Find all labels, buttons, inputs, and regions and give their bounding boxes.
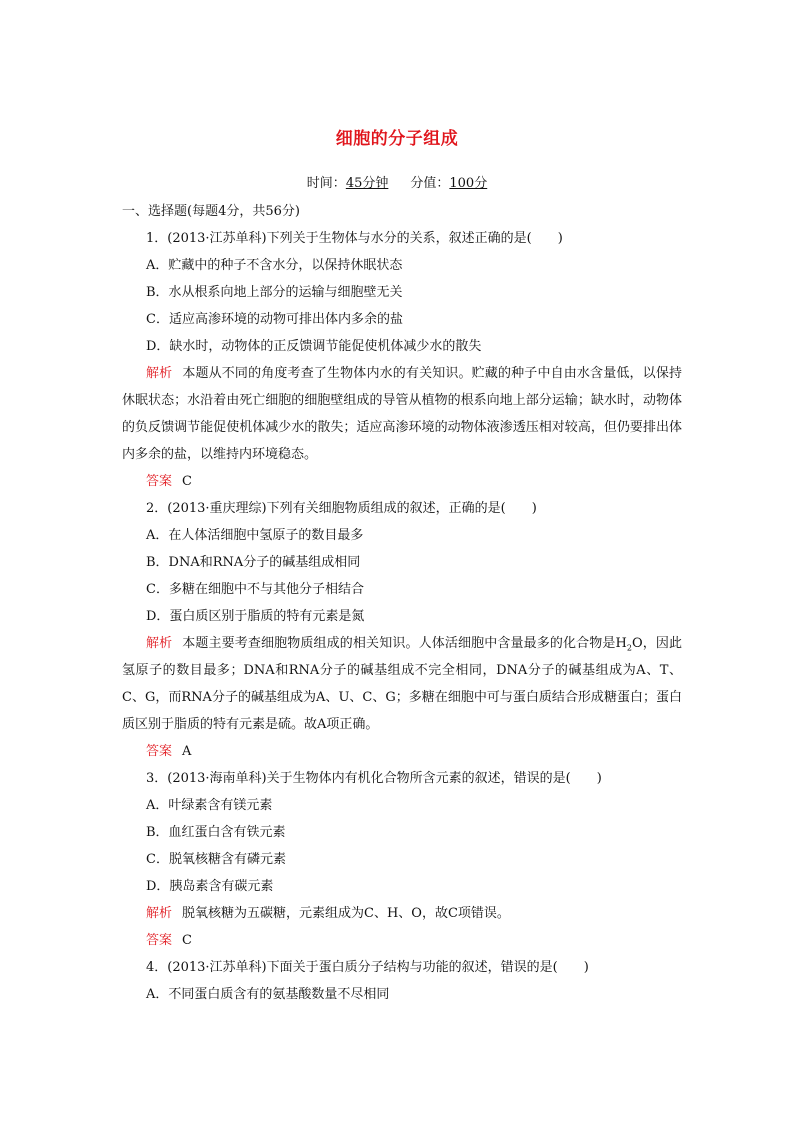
- analysis-label: 解析: [146, 366, 173, 381]
- analysis-paragraph: [122, 360, 682, 468]
- exam-meta: [0, 172, 794, 191]
- time-value: 45分钟: [345, 176, 389, 191]
- answer-line: [122, 738, 682, 765]
- analysis-text: O，因此氢原子的数目最多；DNA和RNA分子的碱基组成不完全相同，DNA分子的碱基组成为A、T、C、G，而RNA分子的碱基组成为A、U、C、G；多糖在细胞中可与蛋白质结合形成糖蛋白；蛋白质区别于脂质的特有元素是硫。故A项正确。: [122, 636, 682, 732]
- question-stem: 4．(2013·江苏单科)下面关于蛋白质分子结构与功能的叙述，错误的是( ): [146, 960, 589, 975]
- answer-value: C: [182, 474, 192, 489]
- option: D．缺水时，动物体的正反馈调节能促使机体减少水的散失: [146, 339, 482, 354]
- option: A．不同蛋白质含有的氨基酸数量不尽相同: [146, 987, 390, 1002]
- analysis-label: 解析: [146, 636, 173, 651]
- analysis-paragraph: [122, 630, 682, 738]
- option: C．适应高渗环境的动物可排出体内多余的盐: [146, 312, 403, 327]
- option: A．在人体活细胞中氢原子的数目最多: [146, 528, 364, 543]
- answer-value: A: [182, 744, 192, 759]
- option: C．多糖在细胞中不与其他分子相结合: [146, 582, 364, 597]
- score-value: 100分: [449, 176, 488, 191]
- answer-value: C: [182, 933, 192, 948]
- analysis-text: 本题从不同的角度考查了生物体内水的有关知识。贮藏的种子中自由水含量低，以保持休眠状态；水沿着由死亡细胞的细胞壁组成的导管从植物的根系向地上部分运输；缺水时，动物体的负反馈调节能促使机体减少水的散失；适应高渗环境的动物体液渗透压相对较高，但仍要排出体内多余的盐，以维持内环境稳态。: [122, 366, 682, 462]
- question-stem: 3．(2013·海南单科)关于生物体内有机化合物所含元素的叙述，错误的是( ): [146, 771, 602, 786]
- option: B．DNA和RNA分子的碱基组成相同: [146, 555, 361, 570]
- option: B．血红蛋白含有铁元素: [146, 825, 286, 840]
- option: A．叶绿素含有镁元素: [146, 798, 273, 813]
- option: B．水从根系向地上部分的运输与细胞壁无关: [146, 285, 403, 300]
- score-label: 分值：: [410, 176, 450, 191]
- analysis-text: 本题主要考查细胞物质组成的相关知识。人体活细胞中含量最多的化合物是H: [182, 636, 627, 651]
- answer-line: [122, 927, 682, 954]
- section-heading: 一、选择题(每题4分，共56分): [122, 204, 300, 219]
- answer-label: 答案: [146, 744, 173, 759]
- answer-line: [122, 468, 682, 495]
- answer-label: 答案: [146, 933, 173, 948]
- option: C．脱氧核糖含有磷元素: [146, 852, 286, 867]
- question-stem: 2．(2013·重庆理综)下列有关细胞物质组成的叙述，正确的是( ): [146, 501, 537, 516]
- page-title: 细胞的分子组成: [335, 129, 459, 149]
- question-list: [122, 198, 682, 1008]
- option: D．蛋白质区别于脂质的特有元素是氮: [146, 609, 365, 624]
- analysis-paragraph: [122, 900, 682, 927]
- analysis-text: 脱氧核糖为五碳糖，元素组成为C、H、O，故C项错误。: [182, 906, 510, 921]
- answer-label: 答案: [146, 474, 173, 489]
- question-stem: 1．(2013·江苏单科)下列关于生物体与水分的关系，叙述正确的是( ): [146, 231, 563, 246]
- option: A．贮藏中的种子不含水分，以保持休眠状态: [146, 258, 403, 273]
- option: D．胰岛素含有碳元素: [146, 879, 274, 894]
- analysis-label: 解析: [146, 906, 173, 921]
- time-label: 时间：: [306, 176, 346, 191]
- subscript: 2: [626, 643, 632, 653]
